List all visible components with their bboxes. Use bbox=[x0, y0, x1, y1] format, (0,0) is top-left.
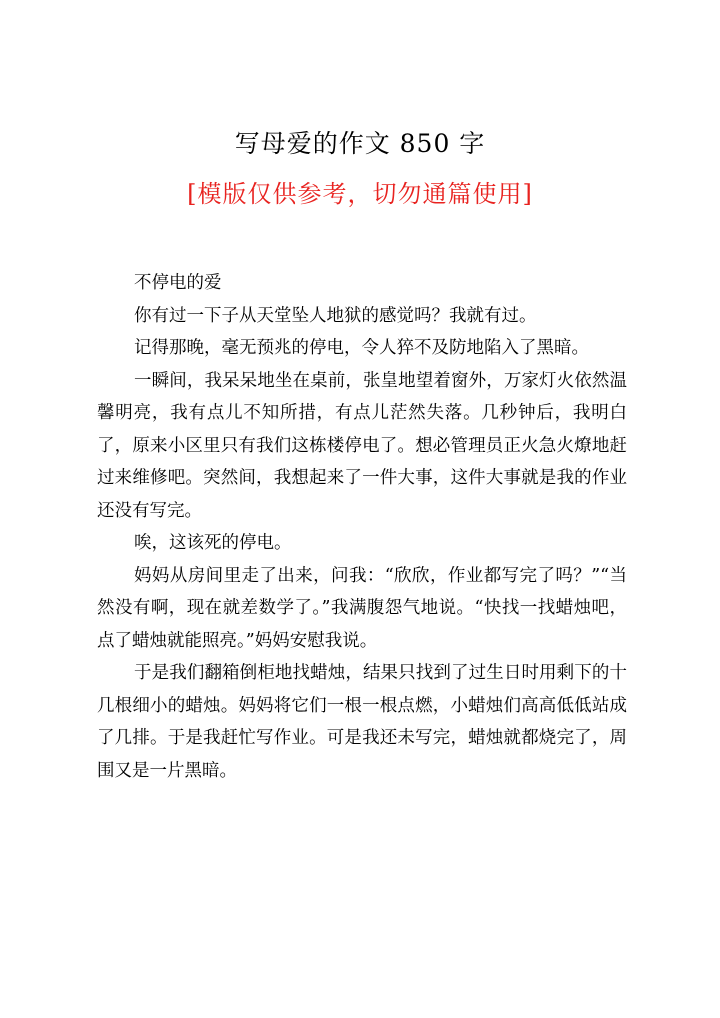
paragraph: 你有过一下子从天堂坠人地狱的感觉吗？我就有过。 bbox=[134, 305, 537, 326]
essay-subtitle: 不停电的爱 bbox=[134, 273, 222, 293]
template-notice: [模版仅供参考，切勿通篇使用] bbox=[187, 180, 533, 208]
paragraph: 妈妈从房间里走了出来，问我：“欣欣，作业都写完了吗？”“当然没有啊，现在就差数学了。”我满腹怨气地说。“快找一找蜡烛吧，点了蜡烛就能照亮。”妈妈安慰我说。 bbox=[97, 565, 627, 651]
paragraph: 唉，这该死的停电。 bbox=[134, 533, 292, 553]
essay-body bbox=[97, 267, 627, 787]
paragraph: 一瞬间，我呆呆地坐在桌前，张皇地望着窗外，万家灯火依然温馨明亮，我有点儿不知所措，有点儿茫然失落。几秒钟后，我明白了，原来小区里只有我们这栋楼停电了。想必管理员正火急火燎地赶过来维修吧。突然间，我想起来了一件大事，这件大事就是我的作业还没有写完。 bbox=[97, 370, 627, 521]
paragraph: 记得那晚，毫无预兆的停电，令人猝不及防地陷入了黑暗。 bbox=[134, 338, 589, 358]
paragraph: 于是我们翻箱倒柜地找蜡烛，结果只找到了过生日时用剩下的十几根细小的蜡烛。妈妈将它们一根一根点燃，小蜡烛们高高低低站成了几排。于是我赶忙写作业。可是我还未写完，蜡烛就都烧完了，周围又是一片黑暗。 bbox=[97, 663, 627, 781]
document-title: 写母爱的作文 850 字 bbox=[234, 129, 486, 158]
